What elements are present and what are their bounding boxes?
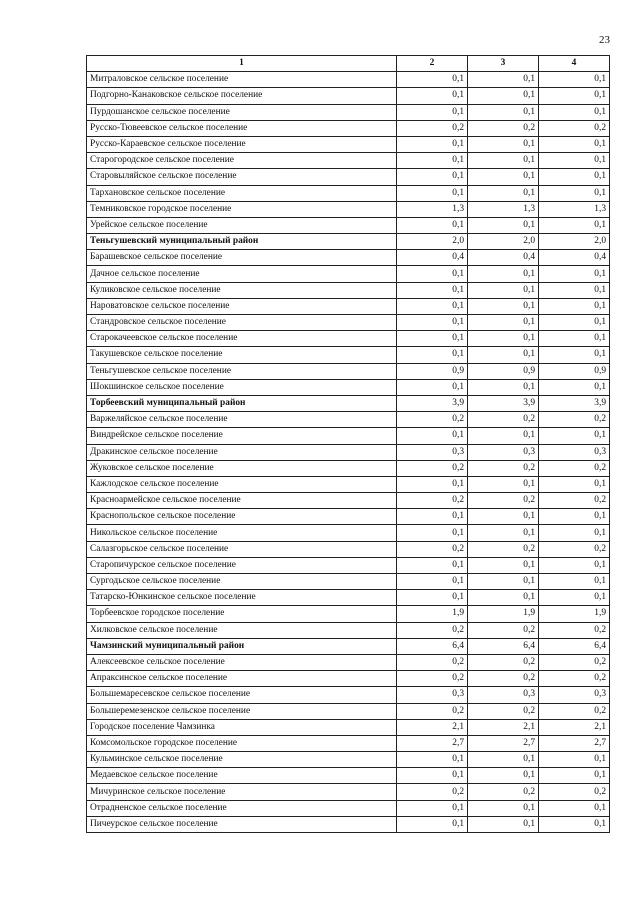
value-col-4-cell: 0,1 bbox=[539, 153, 610, 169]
value-col-3-cell: 0,2 bbox=[468, 493, 539, 509]
value-col-2-cell: 6,4 bbox=[397, 638, 468, 654]
value-col-4-cell: 0,1 bbox=[539, 768, 610, 784]
value-col-4-cell: 0,1 bbox=[539, 136, 610, 152]
value-col-3-cell: 0,1 bbox=[468, 347, 539, 363]
table-row bbox=[87, 315, 610, 331]
value-col-3-cell: 0,1 bbox=[468, 476, 539, 492]
value-col-4-cell: 0,2 bbox=[539, 784, 610, 800]
table-row bbox=[87, 266, 610, 282]
table-row bbox=[87, 509, 610, 525]
value-col-4-cell: 1,9 bbox=[539, 606, 610, 622]
value-col-2-cell: 0,1 bbox=[397, 153, 468, 169]
value-col-4-cell: 0,1 bbox=[539, 347, 610, 363]
value-col-3-cell: 0,4 bbox=[468, 250, 539, 266]
value-col-2-cell: 0,1 bbox=[397, 379, 468, 395]
value-col-2-cell: 0,2 bbox=[397, 120, 468, 136]
column-header-2: 2 bbox=[397, 56, 468, 72]
row-name-cell: Жуковское сельское поселение bbox=[87, 460, 397, 476]
table-row bbox=[87, 541, 610, 557]
row-name-cell: Краснопольское сельское поселение bbox=[87, 509, 397, 525]
value-col-2-cell: 0,1 bbox=[397, 590, 468, 606]
table-row bbox=[87, 493, 610, 509]
value-col-3-cell: 0,1 bbox=[468, 104, 539, 120]
table-row bbox=[87, 169, 610, 185]
value-col-4-cell: 0,1 bbox=[539, 574, 610, 590]
value-col-2-cell: 0,1 bbox=[397, 217, 468, 233]
value-col-4-cell: 0,1 bbox=[539, 590, 610, 606]
row-name-cell: Апраксинское сельское поселение bbox=[87, 671, 397, 687]
row-name-cell: Дракинское сельское поселение bbox=[87, 444, 397, 460]
table-row bbox=[87, 153, 610, 169]
value-col-4-cell: 0,1 bbox=[539, 266, 610, 282]
value-col-3-cell: 0,2 bbox=[468, 703, 539, 719]
row-name-cell: Кульминское сельское поселение bbox=[87, 752, 397, 768]
table-row bbox=[87, 379, 610, 395]
value-col-4-cell: 0,1 bbox=[539, 379, 610, 395]
value-col-4-cell: 3,9 bbox=[539, 395, 610, 411]
value-col-2-cell: 0,3 bbox=[397, 444, 468, 460]
value-col-4-cell: 0,1 bbox=[539, 104, 610, 120]
table-row bbox=[87, 460, 610, 476]
row-name-cell: Красноармейское сельское поселение bbox=[87, 493, 397, 509]
row-name-cell: Татарско-Юнкинское сельское поселение bbox=[87, 590, 397, 606]
value-col-2-cell: 0,1 bbox=[397, 104, 468, 120]
value-col-3-cell: 2,0 bbox=[468, 234, 539, 250]
table-row bbox=[87, 752, 610, 768]
value-col-3-cell: 0,1 bbox=[468, 298, 539, 314]
value-col-4-cell: 0,2 bbox=[539, 541, 610, 557]
table-row bbox=[87, 671, 610, 687]
value-col-3-cell: 0,1 bbox=[468, 315, 539, 331]
table-row bbox=[87, 88, 610, 104]
value-col-4-cell: 0,1 bbox=[539, 800, 610, 816]
value-col-3-cell: 1,3 bbox=[468, 201, 539, 217]
row-name-cell: Городское поселение Чамзинка bbox=[87, 719, 397, 735]
table-row bbox=[87, 412, 610, 428]
table-row bbox=[87, 719, 610, 735]
value-col-4-cell: 0,1 bbox=[539, 428, 610, 444]
row-name-cell: Урейское сельское поселение bbox=[87, 217, 397, 233]
value-col-2-cell: 0,1 bbox=[397, 136, 468, 152]
row-name-cell: Стандровское сельское поселение bbox=[87, 315, 397, 331]
value-col-4-cell: 0,3 bbox=[539, 444, 610, 460]
value-col-4-cell: 0,2 bbox=[539, 703, 610, 719]
value-col-2-cell: 0,1 bbox=[397, 800, 468, 816]
value-col-2-cell: 0,2 bbox=[397, 460, 468, 476]
row-name-cell: Хилковское сельское поселение bbox=[87, 622, 397, 638]
table-row bbox=[87, 590, 610, 606]
value-col-2-cell: 0,1 bbox=[397, 428, 468, 444]
table-header-row bbox=[87, 56, 610, 72]
value-col-4-cell: 0,2 bbox=[539, 412, 610, 428]
value-col-2-cell: 0,1 bbox=[397, 266, 468, 282]
row-name-cell: Большеремезенское сельское поселение bbox=[87, 703, 397, 719]
allocation-table bbox=[86, 55, 610, 833]
value-col-4-cell: 0,1 bbox=[539, 331, 610, 347]
value-col-3-cell: 1,9 bbox=[468, 606, 539, 622]
table-row bbox=[87, 282, 610, 298]
value-col-2-cell: 0,1 bbox=[397, 298, 468, 314]
row-name-cell: Куликовское сельское поселение bbox=[87, 282, 397, 298]
row-name-cell: Старогородское сельское поселение bbox=[87, 153, 397, 169]
row-name-cell: Пичеурское сельское поселение bbox=[87, 816, 397, 832]
value-col-4-cell: 0,1 bbox=[539, 185, 610, 201]
row-name-cell: Темниковское городское поселение bbox=[87, 201, 397, 217]
value-col-4-cell: 0,3 bbox=[539, 687, 610, 703]
row-name-cell: Комсомольское городское поселение bbox=[87, 735, 397, 751]
table-row bbox=[87, 444, 610, 460]
table-row bbox=[87, 347, 610, 363]
value-col-3-cell: 0,1 bbox=[468, 379, 539, 395]
value-col-3-cell: 0,2 bbox=[468, 622, 539, 638]
value-col-2-cell: 0,1 bbox=[397, 185, 468, 201]
row-name-cell: Торбеевское городское поселение bbox=[87, 606, 397, 622]
table-row bbox=[87, 784, 610, 800]
value-col-2-cell: 0,1 bbox=[397, 72, 468, 88]
table-row bbox=[87, 654, 610, 670]
table-row bbox=[87, 735, 610, 751]
row-name-cell: Теньгушевский муниципальный район bbox=[87, 234, 397, 250]
row-name-cell: Подгорно-Канаковское сельское поселение bbox=[87, 88, 397, 104]
row-name-cell: Нароватовское сельское поселение bbox=[87, 298, 397, 314]
value-col-4-cell: 0,1 bbox=[539, 282, 610, 298]
value-col-3-cell: 0,3 bbox=[468, 444, 539, 460]
table-row bbox=[87, 72, 610, 88]
value-col-4-cell: 0,1 bbox=[539, 88, 610, 104]
row-name-cell: Старовыляйское сельское поселение bbox=[87, 169, 397, 185]
district-total-row bbox=[87, 395, 610, 411]
value-col-2-cell: 0,1 bbox=[397, 816, 468, 832]
row-name-cell: Мичуринское сельское поселение bbox=[87, 784, 397, 800]
value-col-2-cell: 0,2 bbox=[397, 541, 468, 557]
table-row bbox=[87, 687, 610, 703]
value-col-4-cell: 0,1 bbox=[539, 298, 610, 314]
row-name-cell: Торбеевский муниципальный район bbox=[87, 395, 397, 411]
value-col-3-cell: 0,9 bbox=[468, 363, 539, 379]
row-name-cell: Медаевское сельское поселение bbox=[87, 768, 397, 784]
value-col-3-cell: 0,2 bbox=[468, 120, 539, 136]
row-name-cell: Большемаресевское сельское поселение bbox=[87, 687, 397, 703]
row-name-cell: Теньгушевское сельское поселение bbox=[87, 363, 397, 379]
value-col-4-cell: 0,2 bbox=[539, 622, 610, 638]
value-col-3-cell: 0,1 bbox=[468, 525, 539, 541]
value-col-3-cell: 0,1 bbox=[468, 185, 539, 201]
table-row bbox=[87, 428, 610, 444]
value-col-3-cell: 0,2 bbox=[468, 412, 539, 428]
table-row bbox=[87, 298, 610, 314]
value-col-2-cell: 0,4 bbox=[397, 250, 468, 266]
table-row bbox=[87, 104, 610, 120]
row-name-cell: Варжеляйское сельское поселение bbox=[87, 412, 397, 428]
value-col-4-cell: 2,1 bbox=[539, 719, 610, 735]
value-col-2-cell: 0,1 bbox=[397, 315, 468, 331]
value-col-4-cell: 0,2 bbox=[539, 493, 610, 509]
value-col-3-cell: 0,2 bbox=[468, 784, 539, 800]
row-name-cell: Виндрейское сельское поселение bbox=[87, 428, 397, 444]
value-col-3-cell: 0,2 bbox=[468, 541, 539, 557]
value-col-4-cell: 0,1 bbox=[539, 315, 610, 331]
value-col-3-cell: 0,1 bbox=[468, 266, 539, 282]
table-row bbox=[87, 606, 610, 622]
value-col-3-cell: 0,1 bbox=[468, 816, 539, 832]
table-row bbox=[87, 476, 610, 492]
value-col-2-cell: 0,9 bbox=[397, 363, 468, 379]
value-col-2-cell: 0,1 bbox=[397, 282, 468, 298]
column-header-3: 3 bbox=[468, 56, 539, 72]
value-col-3-cell: 3,9 bbox=[468, 395, 539, 411]
value-col-3-cell: 0,1 bbox=[468, 136, 539, 152]
row-name-cell: Алексеевское сельское поселение bbox=[87, 654, 397, 670]
value-col-3-cell: 0,1 bbox=[468, 574, 539, 590]
row-name-cell: Никольское сельское поселение bbox=[87, 525, 397, 541]
table-row bbox=[87, 250, 610, 266]
row-name-cell: Салазгорьское сельское поселение bbox=[87, 541, 397, 557]
district-total-row bbox=[87, 638, 610, 654]
row-name-cell: Шокшинское сельское поселение bbox=[87, 379, 397, 395]
row-name-cell: Кажлодское сельское поселение bbox=[87, 476, 397, 492]
value-col-2-cell: 2,7 bbox=[397, 735, 468, 751]
table-row bbox=[87, 136, 610, 152]
value-col-2-cell: 0,1 bbox=[397, 331, 468, 347]
value-col-3-cell: 2,7 bbox=[468, 735, 539, 751]
value-col-4-cell: 0,1 bbox=[539, 816, 610, 832]
row-name-cell: Отрадненское сельское поселение bbox=[87, 800, 397, 816]
value-col-3-cell: 0,1 bbox=[468, 557, 539, 573]
value-col-2-cell: 0,1 bbox=[397, 88, 468, 104]
value-col-2-cell: 1,3 bbox=[397, 201, 468, 217]
row-name-cell: Пурдошанское сельское поселение bbox=[87, 104, 397, 120]
row-name-cell: Русско-Караевское сельское поселение bbox=[87, 136, 397, 152]
table-row bbox=[87, 622, 610, 638]
table-row bbox=[87, 768, 610, 784]
row-name-cell: Старокачеевское сельское поселение bbox=[87, 331, 397, 347]
table-row bbox=[87, 217, 610, 233]
value-col-2-cell: 0,2 bbox=[397, 654, 468, 670]
table-row bbox=[87, 800, 610, 816]
value-col-4-cell: 0,1 bbox=[539, 752, 610, 768]
value-col-4-cell: 6,4 bbox=[539, 638, 610, 654]
value-col-2-cell: 0,2 bbox=[397, 784, 468, 800]
value-col-4-cell: 0,1 bbox=[539, 217, 610, 233]
value-col-2-cell: 0,1 bbox=[397, 509, 468, 525]
value-col-2-cell: 0,1 bbox=[397, 557, 468, 573]
value-col-2-cell: 0,1 bbox=[397, 347, 468, 363]
value-col-3-cell: 0,2 bbox=[468, 460, 539, 476]
value-col-4-cell: 0,1 bbox=[539, 476, 610, 492]
value-col-3-cell: 0,1 bbox=[468, 509, 539, 525]
row-name-cell: Старопичурское сельское поселение bbox=[87, 557, 397, 573]
row-name-cell: Сургодьское сельское поселение bbox=[87, 574, 397, 590]
row-name-cell: Такушевское сельское поселение bbox=[87, 347, 397, 363]
table-row bbox=[87, 201, 610, 217]
value-col-3-cell: 6,4 bbox=[468, 638, 539, 654]
value-col-3-cell: 0,2 bbox=[468, 654, 539, 670]
value-col-2-cell: 0,2 bbox=[397, 622, 468, 638]
row-name-cell: Митраловское сельское поселение bbox=[87, 72, 397, 88]
value-col-3-cell: 0,1 bbox=[468, 331, 539, 347]
value-col-2-cell: 0,1 bbox=[397, 169, 468, 185]
value-col-4-cell: 0,2 bbox=[539, 120, 610, 136]
value-col-2-cell: 0,1 bbox=[397, 525, 468, 541]
row-name-cell: Русско-Тювеевское сельское поселение bbox=[87, 120, 397, 136]
value-col-3-cell: 0,1 bbox=[468, 153, 539, 169]
value-col-2-cell: 1,9 bbox=[397, 606, 468, 622]
value-col-4-cell: 0,2 bbox=[539, 654, 610, 670]
value-col-2-cell: 0,1 bbox=[397, 752, 468, 768]
value-col-4-cell: 0,9 bbox=[539, 363, 610, 379]
value-col-4-cell: 0,2 bbox=[539, 671, 610, 687]
value-col-3-cell: 0,1 bbox=[468, 282, 539, 298]
value-col-4-cell: 0,1 bbox=[539, 72, 610, 88]
row-name-cell: Барашевское сельское поселение bbox=[87, 250, 397, 266]
row-name-cell: Дачное сельское поселение bbox=[87, 266, 397, 282]
district-total-row bbox=[87, 234, 610, 250]
table-row bbox=[87, 557, 610, 573]
table-row bbox=[87, 703, 610, 719]
value-col-2-cell: 0,3 bbox=[397, 687, 468, 703]
value-col-4-cell: 2,7 bbox=[539, 735, 610, 751]
value-col-4-cell: 0,1 bbox=[539, 509, 610, 525]
table-body bbox=[87, 72, 610, 833]
value-col-2-cell: 2,1 bbox=[397, 719, 468, 735]
value-col-3-cell: 2,1 bbox=[468, 719, 539, 735]
value-col-3-cell: 0,1 bbox=[468, 800, 539, 816]
value-col-2-cell: 0,2 bbox=[397, 412, 468, 428]
value-col-3-cell: 0,1 bbox=[468, 72, 539, 88]
column-header-1: 1 bbox=[87, 56, 397, 72]
value-col-3-cell: 0,1 bbox=[468, 428, 539, 444]
value-col-4-cell: 1,3 bbox=[539, 201, 610, 217]
value-col-2-cell: 3,9 bbox=[397, 395, 468, 411]
table-row bbox=[87, 185, 610, 201]
value-col-3-cell: 0,2 bbox=[468, 671, 539, 687]
value-col-4-cell: 2,0 bbox=[539, 234, 610, 250]
value-col-2-cell: 0,1 bbox=[397, 476, 468, 492]
value-col-4-cell: 0,2 bbox=[539, 460, 610, 476]
value-col-4-cell: 0,1 bbox=[539, 169, 610, 185]
value-col-3-cell: 0,1 bbox=[468, 169, 539, 185]
table-row bbox=[87, 331, 610, 347]
table-row bbox=[87, 574, 610, 590]
table-row bbox=[87, 525, 610, 541]
column-header-4: 4 bbox=[539, 56, 610, 72]
value-col-3-cell: 0,1 bbox=[468, 217, 539, 233]
page-number: 23 bbox=[599, 34, 610, 46]
table-row bbox=[87, 816, 610, 832]
value-col-4-cell: 0,1 bbox=[539, 525, 610, 541]
value-col-3-cell: 0,1 bbox=[468, 752, 539, 768]
value-col-2-cell: 2,0 bbox=[397, 234, 468, 250]
row-name-cell: Чамзинский муниципальный район bbox=[87, 638, 397, 654]
value-col-2-cell: 0,2 bbox=[397, 493, 468, 509]
value-col-3-cell: 0,1 bbox=[468, 590, 539, 606]
value-col-2-cell: 0,1 bbox=[397, 768, 468, 784]
value-col-4-cell: 0,1 bbox=[539, 557, 610, 573]
value-col-2-cell: 0,2 bbox=[397, 703, 468, 719]
value-col-4-cell: 0,4 bbox=[539, 250, 610, 266]
value-col-3-cell: 0,3 bbox=[468, 687, 539, 703]
row-name-cell: Тархановское сельское поселение bbox=[87, 185, 397, 201]
table-row bbox=[87, 120, 610, 136]
value-col-2-cell: 0,2 bbox=[397, 671, 468, 687]
table-row bbox=[87, 363, 610, 379]
value-col-3-cell: 0,1 bbox=[468, 768, 539, 784]
value-col-3-cell: 0,1 bbox=[468, 88, 539, 104]
value-col-2-cell: 0,1 bbox=[397, 574, 468, 590]
